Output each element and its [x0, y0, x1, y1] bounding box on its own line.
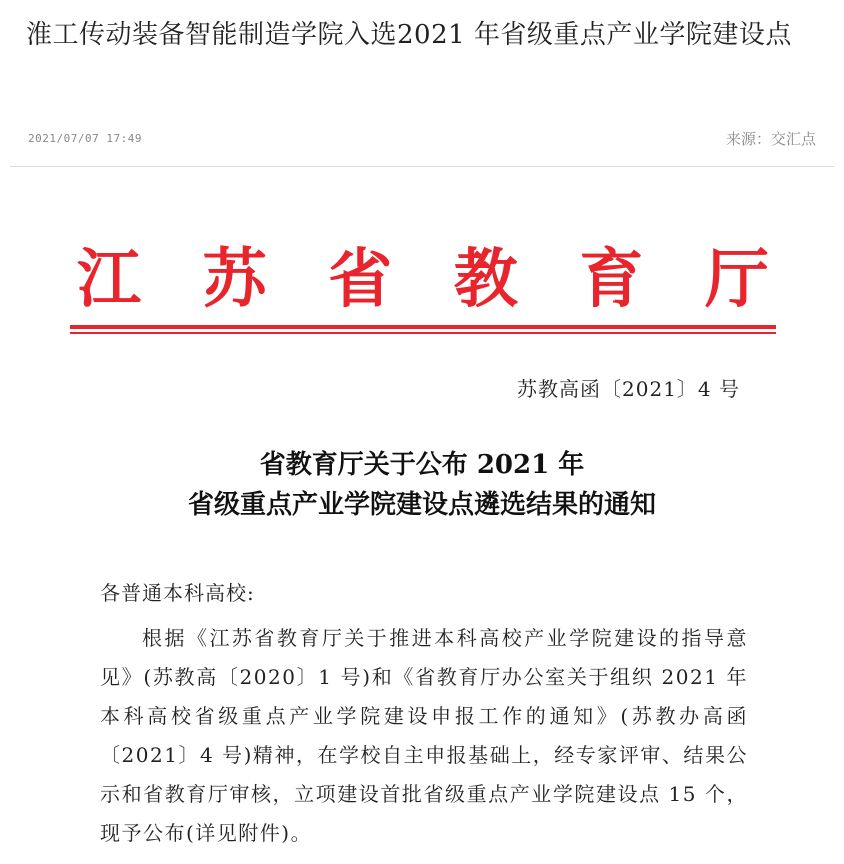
notice-title: [0, 445, 844, 525]
letterhead: [70, 242, 776, 317]
letterhead-char: 苏: [202, 242, 267, 317]
article-source: 来源：交汇点: [725, 130, 816, 148]
notice-title-line-2: 省级重点产业学院建设点遴选结果的通知: [187, 490, 656, 520]
letterhead-char: 教: [453, 242, 518, 317]
notice-title-line-1: 省教育厅关于公布 2021 年: [259, 450, 585, 480]
salutation: 各普通本科高校:: [100, 581, 255, 605]
official-document-image: [0, 167, 844, 864]
letterhead-char: 厅: [704, 242, 769, 317]
letterhead-rule-thick: [70, 325, 776, 329]
publish-date: 2021/07/07 17:49: [28, 132, 142, 145]
document-number: 苏教高函〔2021〕4 号: [517, 377, 740, 401]
letterhead-rule-thin: [70, 332, 776, 334]
article-title: 淮工传动装备智能制造学院入选2021 年省级重点产业学院建设点: [26, 20, 792, 50]
notice-body: 根据《江苏省教育厅关于推进本科高校产业学院建设的指导意见》(苏教高〔2020〕1 号)和《省教育厅办公室关于组织 2021 年本科高校省级重点产业学院建设申报工作的通知》(苏教办高函〔2021〕4 号)精神，在学校自主申报基础上，经专家评审、结果公示和省教育厅审核，立项建设首批省级重点产业学院建设点 15 个，现予公布(详见附件)。: [100, 626, 748, 845]
letterhead-char: 省: [328, 242, 393, 317]
letterhead-char: 育: [579, 242, 644, 317]
article-meta: [28, 128, 816, 150]
letterhead-char: 江: [77, 242, 141, 317]
